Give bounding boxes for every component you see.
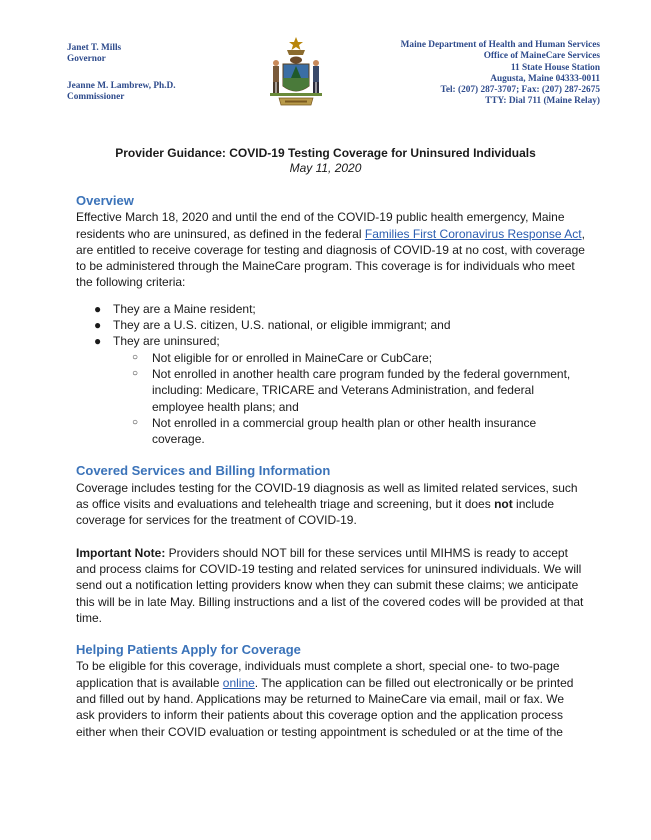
helping-heading: Helping Patients Apply for Coverage: [76, 642, 301, 658]
criterion-text: They are uninsured;: [113, 334, 220, 349]
circle-bullet-icon: ○: [132, 351, 139, 363]
maine-state-seal-icon: [265, 36, 327, 114]
commissioner-title: Commissioner: [67, 91, 125, 102]
list-item: [76, 366, 586, 415]
list-item: [76, 415, 586, 448]
overview-text-1: Effective March 18, 2020 and until the end of the COVID-19 public health emergency, Maine residents who are uninsured, as defined in the federal: [76, 210, 565, 241]
overview-heading: Overview: [76, 193, 134, 208]
covered-text-1: Coverage includes testing for the COVID-19 diagnosis as well as limited related services, such as office visits and evaluations and telehealth triage and screening, but it does: [76, 480, 578, 512]
criterion-text: They are a U.S. citizen, U.S. national, or eligible immigrant; and: [113, 318, 451, 333]
department-name: Maine Department of Health and Human Services: [400, 40, 600, 50]
overview-text-2: , are entitled to receive coverage for testing and diagnosis of COVID-19 at no cost, with coverage to be administered through the MaineCare program. This coverage is for individuals who meet the following criteria:: [76, 226, 585, 290]
commissioner-name: Jeanne M. Lambrew, Ph.D.: [67, 80, 176, 91]
circle-bullet-icon: ○: [132, 416, 139, 428]
document-body: [76, 193, 586, 740]
covered-section: [76, 463, 586, 626]
online-application-link[interactable]: online: [222, 675, 255, 690]
covered-paragraph: [76, 480, 586, 529]
ffcra-link[interactable]: Families First Coronavirus Response Act: [364, 226, 582, 241]
bullet-icon: ●: [94, 334, 102, 349]
document-title: Provider Guidance: COVID-19 Testing Coverage for Uninsured Individuals: [115, 146, 536, 160]
list-item: [76, 350, 586, 366]
note-label: Important Note:: [76, 545, 166, 560]
phone-fax: Tel: (207) 287-3707; Fax: (207) 287-2675: [440, 85, 600, 96]
helping-text-1: To be eligible for this coverage, individuals must complete a short, special one- to two-page application that is available: [76, 659, 560, 690]
helping-section: [76, 642, 586, 740]
sub-criteria-list: [76, 350, 586, 448]
bullet-icon: ●: [94, 318, 102, 333]
tty: TTY: Dial 711 (Maine Relay): [485, 96, 600, 107]
city-address: Augusta, Maine 04333-0011: [490, 73, 600, 84]
document-date: May 11, 2020: [289, 161, 362, 175]
office-name: Office of MaineCare Services: [483, 51, 600, 62]
list-item: [76, 301, 586, 317]
criteria-list: [76, 301, 586, 448]
covered-heading: Covered Services and Billing Information: [76, 463, 331, 479]
sub-criterion-text: Not enrolled in a commercial group health plan or other health insurance coverage.: [152, 415, 537, 447]
letterhead-left: [67, 43, 176, 103]
governor-title: Governor: [67, 54, 106, 65]
circle-bullet-icon: ○: [132, 367, 139, 379]
important-note: [76, 545, 586, 626]
list-item: [76, 333, 586, 447]
sub-criterion-text: Not enrolled in another health care program funded by the federal government, including: Medicare, TRICARE and Veterans Administration, and federal employee health plans; and: [152, 366, 571, 414]
helping-paragraph: [76, 658, 586, 739]
helping-text-2: . The application can be filled out electronically or be printed and filled out by hand. Applications may be returned to MaineCare via email, mail or fax. We ask providers to inform their patients about this coverage option and the application process either when their COVID evaluation or testing appointment is scheduled or at the time of the: [76, 675, 574, 739]
list-item: [76, 317, 586, 333]
covered-text-2: include coverage for services for the treatment of COVID-19.: [76, 497, 555, 528]
covered-bold-not: not: [494, 497, 513, 512]
letterhead-right: [401, 40, 600, 108]
street-address: 11 State House Station: [510, 62, 600, 73]
note-text: Providers should NOT bill for these services until MIHMS is ready to accept and process claims for COVID-19 testing and related services for uninsured individuals. We will send out a notification letting providers know when they can submit these claims; we anticipate this will be in late May. Billing instructions and a list of the covered codes will be provided at that time.: [76, 545, 584, 625]
overview-paragraph: [76, 209, 586, 290]
governor-name: Janet T. Mills: [67, 43, 122, 53]
bullet-icon: ●: [94, 301, 102, 316]
criterion-text: They are a Maine resident;: [113, 301, 256, 316]
sub-criterion-text: Not eligible for or enrolled in MaineCare or CubCare;: [152, 350, 433, 365]
